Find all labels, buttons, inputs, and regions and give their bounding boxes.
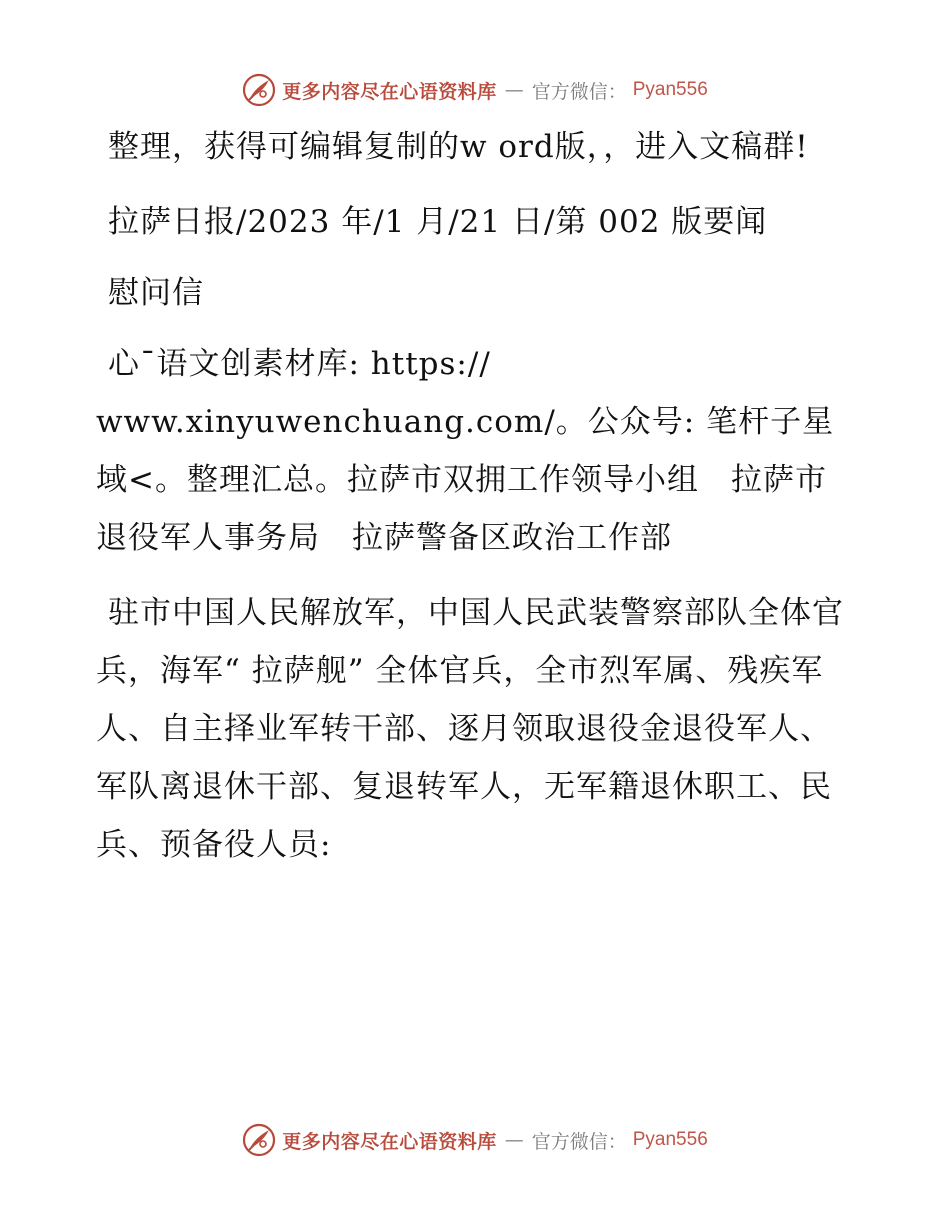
banner-dash: — — [504, 1129, 524, 1151]
banner-text: 更多内容尽在心语资料库 — [282, 80, 497, 103]
sender-paragraph: 心¯语文创素材库: https:// www.xinyuwenchuang.com/。公众号: 笔杆子星域<。整理汇总。拉萨市双拥工作领导小组 拉萨市退役军人事务局 拉萨警备区政治工作部 — [96, 346, 835, 556]
wechat-label: 官方微信： — [531, 1130, 627, 1153]
document-body — [96, 118, 856, 891]
source-line: 拉萨日报/2023 年/1 月/21 日/第 002 版要闻 — [108, 204, 768, 240]
quill-pen-logo-icon — [242, 73, 276, 107]
document-title: 慰问信 — [108, 275, 204, 311]
wechat-label: 官方微信： — [531, 80, 627, 103]
recipient-paragraph: 驻市中国人民解放军，中国人民武装警察部队全体官兵，海军“ 拉萨舰” 全体官兵，全市烈军属、残疾军人、自主择业军转干部、逐月领取退役金退役军人、军队离退休干部、复退转军人，无军籍退休职工、民兵、预备役人员: — [96, 595, 844, 863]
intro-paragraph: 整理，获得可编辑复制的w ord版，，进入文稿群! — [108, 129, 809, 165]
banner-dash: — — [504, 79, 524, 101]
wechat-handle: Pyan556 — [632, 79, 708, 100]
quill-pen-logo-icon — [242, 1123, 276, 1157]
footer-banner — [0, 1120, 950, 1160]
header-banner — [0, 70, 950, 110]
banner-text: 更多内容尽在心语资料库 — [282, 1130, 497, 1153]
wechat-handle: Pyan556 — [632, 1129, 708, 1150]
